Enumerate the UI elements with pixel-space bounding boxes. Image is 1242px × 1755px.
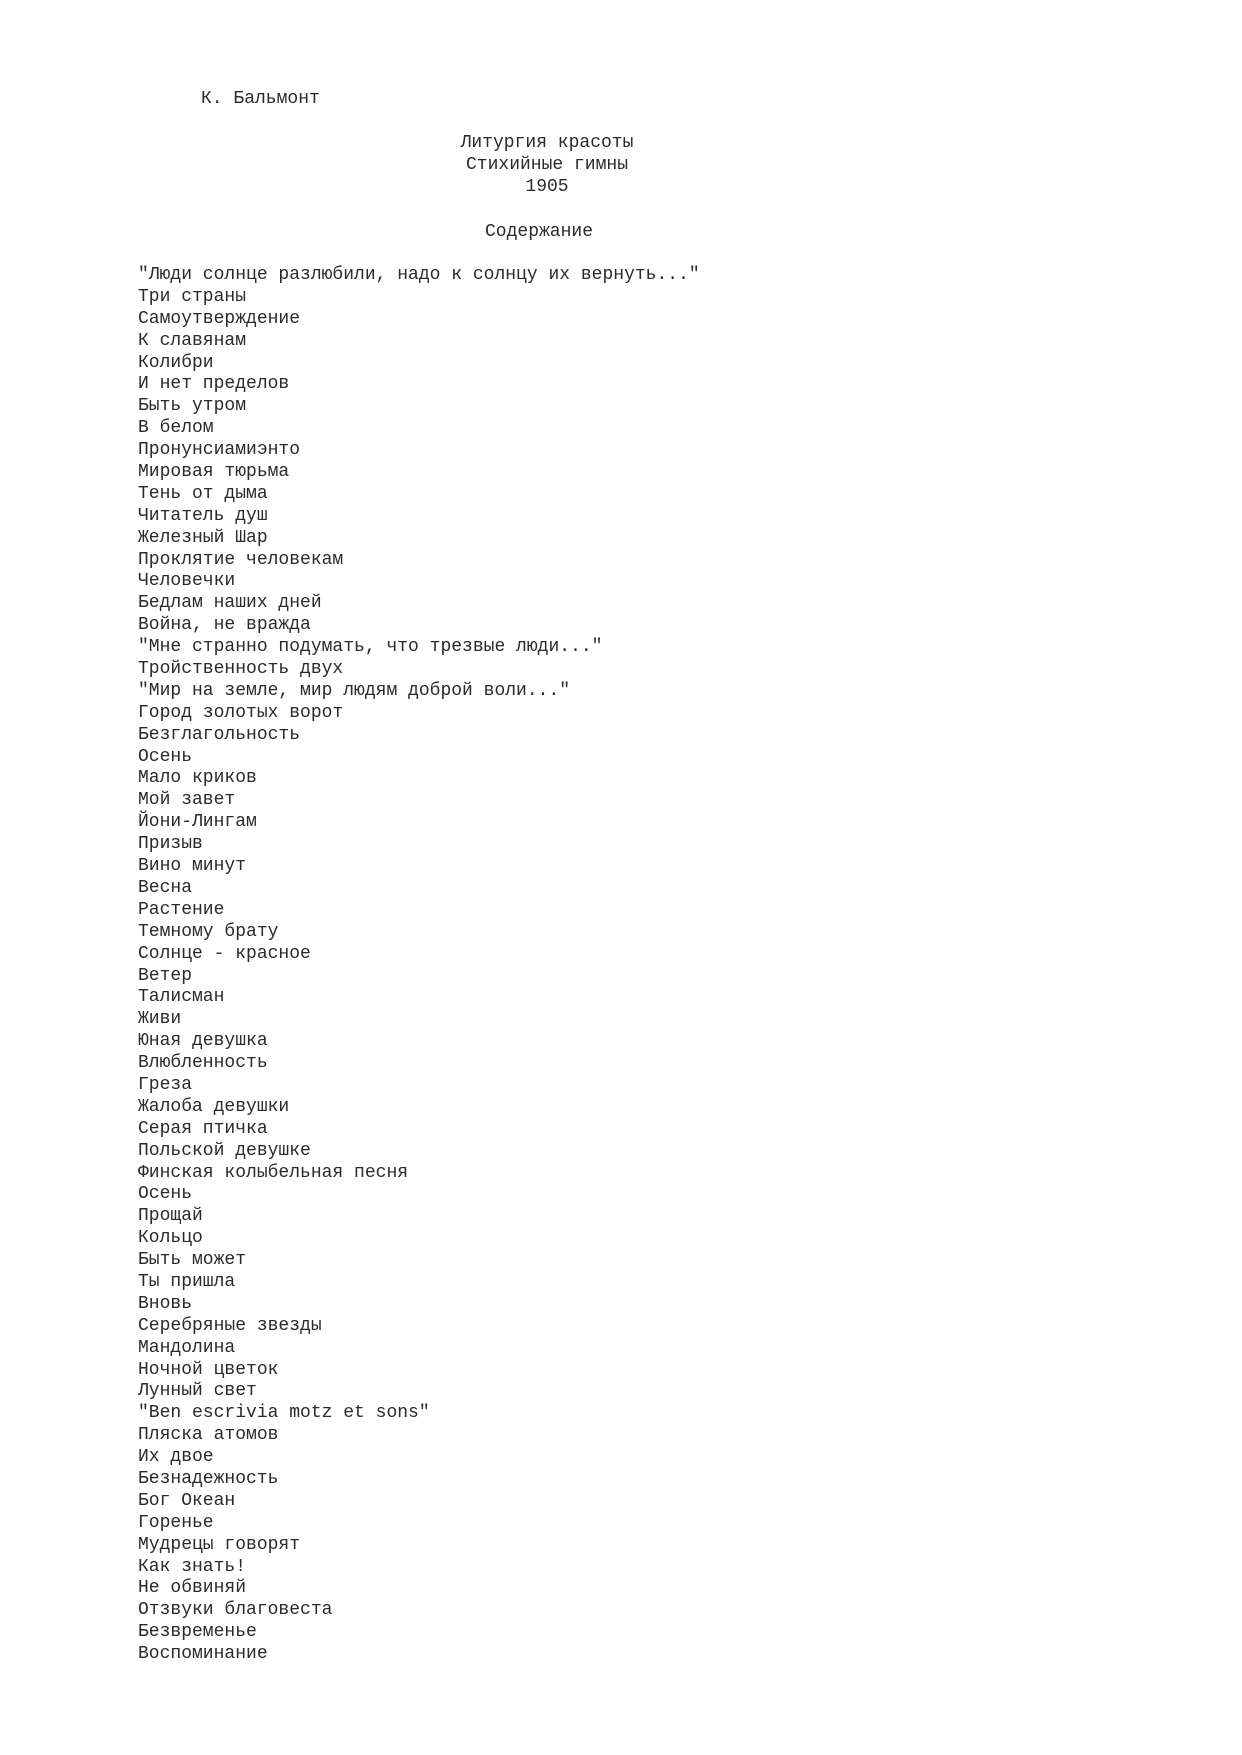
toc-item: Их двое [138,1447,214,1468]
toc-item: Растение [138,899,225,920]
toc-item: Серебряные звезды [138,1315,322,1336]
table-of-contents [138,265,700,1666]
toc-item: Проклятие человекам [138,549,344,570]
toc-heading: Содержание [485,222,594,242]
toc-item: Бог Океан [138,1490,236,1511]
toc-item: Тройственность двух [138,659,344,680]
toc-item: Ветер [138,965,193,986]
toc-item: Пронунсиамиэнто [138,440,301,461]
toc-item: И нет пределов [138,374,290,395]
toc-item: Самоутверждение [138,308,301,329]
toc-item: Не обвиняй [138,1578,247,1599]
toc-item: Вновь [138,1293,193,1314]
toc-item: Железный Шар [138,527,268,548]
toc-item: Греза [138,1074,193,1095]
toc-item: Серая птичка [138,1118,268,1139]
toc-item: Быть утром [138,396,247,417]
toc-item: Воспоминание [138,1644,268,1665]
toc-item: Мудрецы говорят [138,1534,301,1555]
toc-item: Как знать! [138,1556,247,1577]
toc-item: Ты пришла [138,1271,236,1292]
toc-item: Город золотых ворот [138,702,344,723]
toc-item: Отзвуки благовеста [138,1600,333,1621]
toc-item: Осень [138,746,193,767]
toc-item: Юная девушка [138,1031,268,1052]
toc-item: Осень [138,1184,193,1205]
toc-item: Ночной цветок [138,1359,279,1380]
toc-item: Вино минут [138,856,247,877]
author-name: К. Бальмонт [201,89,320,109]
toc-item: Война, не вражда [138,615,311,636]
toc-item: Йони-Лингам [138,812,257,833]
toc-item: Бедлам наших дней [138,593,322,614]
toc-item: Призыв [138,834,203,855]
toc-item: К славянам [138,330,247,351]
toc-item: Читатель душ [138,505,268,526]
toc-item: Весна [138,877,193,898]
toc-item: Мандолина [138,1337,236,1358]
toc-item: Влюбленность [138,1053,268,1074]
toc-item: Быть может [138,1250,247,1271]
title-block [447,133,647,199]
toc-item: Мало криков [138,768,257,789]
toc-item: Кольцо [138,1228,203,1249]
toc-item: Безвременье [138,1622,257,1643]
toc-item: Живи [138,1009,182,1030]
toc-item: "Мне странно подумать, что трезвые люди..." [138,637,603,658]
toc-item: "Мир на земле, мир людям доброй воли..." [138,680,571,701]
toc-item: Безнадежность [138,1468,279,1489]
toc-item: Финская колыбельная песня [138,1162,409,1183]
toc-item: Мой завет [138,790,236,811]
toc-item: Солнце - красное [138,943,311,964]
toc-item: Безглагольность [138,724,301,745]
toc-item: Человечки [138,571,236,592]
book-title: Литургия красоты [460,133,634,153]
toc-item: Горенье [138,1512,214,1533]
toc-item: Жалоба девушки [138,1096,290,1117]
book-subtitle: Стихийные гимны [465,154,629,175]
toc-item: Колибри [138,352,214,373]
toc-item: Тень от дыма [138,483,268,504]
publication-year: 1905 [525,176,569,197]
toc-item: "Ben escrivia motz et sons" [138,1403,430,1424]
toc-item: Лунный свет [138,1381,257,1402]
toc-item: Темному брату [138,921,279,942]
toc-item: Талисман [138,987,225,1008]
toc-item: Польской девушке [138,1140,311,1161]
toc-item: Пляска атомов [138,1425,279,1446]
toc-item: Прощай [138,1206,203,1227]
toc-item: Мировая тюрьма [138,462,290,483]
toc-item: "Люди солнце разлюбили, надо к солнцу их вернуть..." [138,265,700,285]
toc-item: В белом [138,418,214,439]
toc-item: Три страны [138,286,247,307]
